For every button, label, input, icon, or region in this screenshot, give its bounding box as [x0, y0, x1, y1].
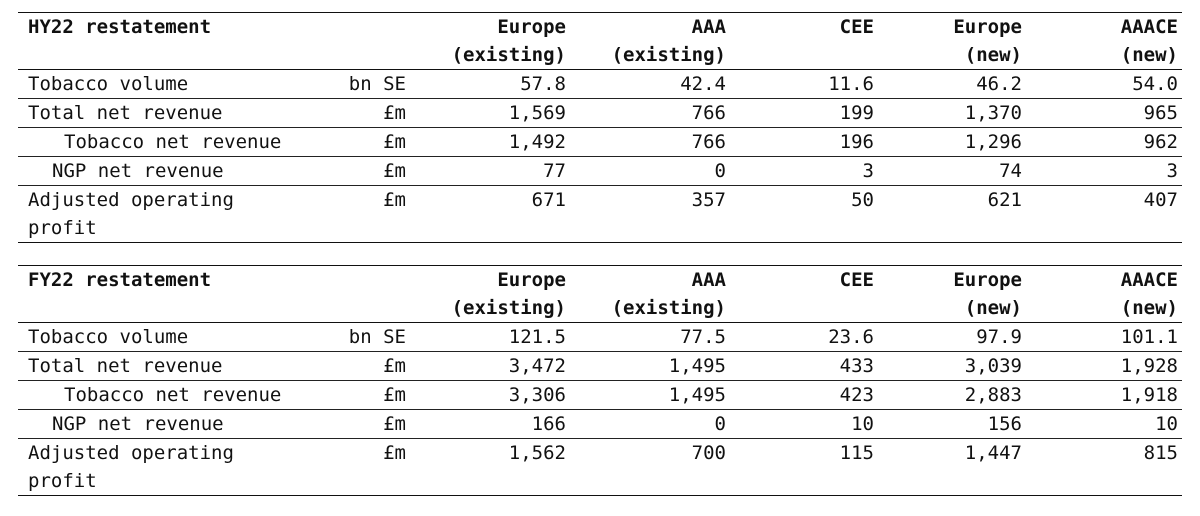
hy22-restatement-table	[18, 12, 1182, 243]
column-subheader	[730, 41, 878, 70]
cell-value: 57.8	[410, 70, 570, 99]
cell-value: 23.6	[730, 323, 878, 352]
table-header-row-2	[18, 41, 1182, 70]
table-row	[18, 352, 1182, 381]
cell-value: 3,306	[410, 381, 570, 410]
column-header-europe-new: Europe	[953, 269, 1022, 291]
cell-value: 1,562	[410, 439, 570, 496]
column-subheader: (new)	[964, 44, 1022, 66]
cell-value: 1,296	[878, 128, 1026, 157]
row-unit: £m	[308, 410, 410, 439]
cell-value: 54.0	[1026, 70, 1182, 99]
cell-value: 101.1	[1026, 323, 1182, 352]
cell-value: 621	[878, 186, 1026, 243]
cell-value: 196	[730, 128, 878, 157]
cell-value: 97.9	[878, 323, 1026, 352]
table-title: FY22 restatement	[28, 269, 212, 291]
row-label: Tobacco volume	[18, 323, 308, 352]
column-header-europe-existing: Europe	[497, 16, 566, 38]
column-subheader: (existing)	[451, 297, 566, 319]
cell-value: 3	[1026, 157, 1182, 186]
cell-value: 433	[730, 352, 878, 381]
cell-value: 3,039	[878, 352, 1026, 381]
column-header-aaa-existing: AAA	[691, 269, 726, 291]
row-unit: £m	[308, 157, 410, 186]
cell-value: 121.5	[410, 323, 570, 352]
table-row	[18, 439, 1182, 496]
row-unit: bn SE	[308, 323, 410, 352]
table-row	[18, 186, 1182, 243]
cell-value: 962	[1026, 128, 1182, 157]
row-label: Tobacco net revenue	[18, 128, 308, 157]
row-unit: £m	[308, 128, 410, 157]
cell-value: 3	[730, 157, 878, 186]
unit-header	[308, 13, 410, 42]
fy22-restatement-table	[18, 265, 1182, 496]
column-subheader: (new)	[1120, 44, 1178, 66]
unit-header	[308, 266, 410, 295]
cell-value: 671	[410, 186, 570, 243]
cell-value: 10	[730, 410, 878, 439]
table-row	[18, 381, 1182, 410]
cell-value: 766	[570, 99, 730, 128]
table-row	[18, 410, 1182, 439]
cell-value: 1,918	[1026, 381, 1182, 410]
column-header-aaa-existing: AAA	[691, 16, 726, 38]
row-unit: £m	[308, 439, 410, 496]
table-header-row-2	[18, 294, 1182, 323]
table-row	[18, 70, 1182, 99]
cell-value: 700	[570, 439, 730, 496]
cell-value: 156	[878, 410, 1026, 439]
cell-value: 1,495	[570, 381, 730, 410]
column-subheader: (new)	[1120, 297, 1178, 319]
column-header-aaace-new: AAACE	[1120, 269, 1178, 291]
table-row	[18, 99, 1182, 128]
column-header-europe-new: Europe	[953, 16, 1022, 38]
cell-value: 11.6	[730, 70, 878, 99]
column-subheader: (existing)	[451, 44, 566, 66]
row-label: NGP net revenue	[18, 410, 308, 439]
cell-value: 115	[730, 439, 878, 496]
cell-value: 77.5	[570, 323, 730, 352]
cell-value: 1,928	[1026, 352, 1182, 381]
cell-value: 423	[730, 381, 878, 410]
table-spacer	[18, 243, 1182, 265]
cell-value: 965	[1026, 99, 1182, 128]
cell-value: 74	[878, 157, 1026, 186]
cell-value: 1,447	[878, 439, 1026, 496]
column-header-cee: CEE	[839, 269, 874, 291]
table-title: HY22 restatement	[28, 16, 212, 38]
cell-value: 766	[570, 128, 730, 157]
column-header-europe-existing: Europe	[497, 269, 566, 291]
table-row	[18, 128, 1182, 157]
table-row	[18, 157, 1182, 186]
cell-value: 42.4	[570, 70, 730, 99]
row-label: Adjusted operating profit	[18, 439, 308, 496]
cell-value: 0	[570, 157, 730, 186]
cell-value: 1,495	[570, 352, 730, 381]
row-label: Total net revenue	[18, 352, 308, 381]
column-subheader: (existing)	[611, 44, 726, 66]
cell-value: 3,472	[410, 352, 570, 381]
cell-value: 10	[1026, 410, 1182, 439]
row-label: Tobacco net revenue	[18, 381, 308, 410]
row-label: NGP net revenue	[18, 157, 308, 186]
row-label: Adjusted operating profit	[18, 186, 308, 243]
cell-value: 46.2	[878, 70, 1026, 99]
column-header-aaace-new: AAACE	[1120, 16, 1178, 38]
column-header-cee: CEE	[839, 16, 874, 38]
table-header-row	[18, 13, 1182, 42]
cell-value: 166	[410, 410, 570, 439]
row-unit: £m	[308, 186, 410, 243]
cell-value: 2,883	[878, 381, 1026, 410]
cell-value: 50	[730, 186, 878, 243]
cell-value: 1,492	[410, 128, 570, 157]
cell-value: 357	[570, 186, 730, 243]
cell-value: 199	[730, 99, 878, 128]
row-unit: £m	[308, 352, 410, 381]
restatement-tables	[18, 12, 1182, 496]
table-header-row	[18, 266, 1182, 295]
cell-value: 0	[570, 410, 730, 439]
cell-value: 77	[410, 157, 570, 186]
column-subheader: (new)	[964, 297, 1022, 319]
row-label: Tobacco volume	[18, 70, 308, 99]
table-row	[18, 323, 1182, 352]
column-subheader	[730, 294, 878, 323]
column-subheader: (existing)	[611, 297, 726, 319]
row-unit: bn SE	[308, 70, 410, 99]
cell-value: 1,569	[410, 99, 570, 128]
cell-value: 1,370	[878, 99, 1026, 128]
cell-value: 407	[1026, 186, 1182, 243]
cell-value: 815	[1026, 439, 1182, 496]
row-label: Total net revenue	[18, 99, 308, 128]
row-unit: £m	[308, 99, 410, 128]
row-unit: £m	[308, 381, 410, 410]
